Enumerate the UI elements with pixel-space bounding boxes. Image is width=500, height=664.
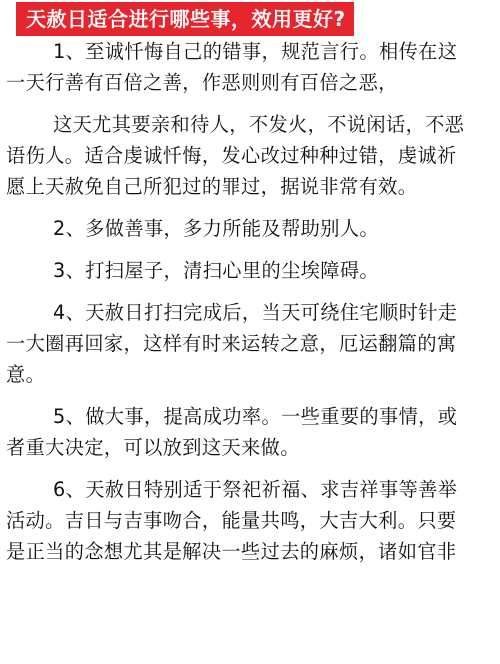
text-line: 活动。吉日与吉事吻合，能量共鸣，大吉大利。只要 — [6, 509, 457, 532]
paragraph-3 — [6, 213, 494, 244]
text-line: 意。 — [6, 363, 46, 386]
text-line: 者重大决定，可以放到这天来做。 — [6, 436, 300, 459]
text-line: 一大圈再回家，这样有时来运转之意，厄运翻篇的寓 — [6, 332, 457, 355]
text-line: 愿上天赦免自己所犯过的罪过，据说非常有效。 — [6, 175, 418, 198]
text-line: 3、打扫屋子，清扫心里的尘埃障碍。 — [53, 259, 380, 282]
text-line: 5、做大事，提高成功率。一些重要的事情，或 — [53, 405, 458, 428]
text-line: 语伤人。适合虔诚忏悔，发心改过种种过错，虔诚祈 — [6, 144, 457, 167]
text-line: 1、至诚忏悔自己的错事，规范言行。相传在这 — [53, 40, 458, 63]
text-line: 6、天赦日特别适于祭祀祈福、求吉祥事等善举 — [53, 478, 458, 501]
paragraph-4 — [6, 255, 494, 286]
text-line: 4、天赦日打扫完成后，当天可绕住宅顺时针走 — [53, 301, 458, 324]
paragraph-2 — [6, 109, 494, 202]
paragraph-5 — [6, 297, 494, 390]
text-line: 是正当的念想尤其是解决一些过去的麻烦，诸如官非 — [6, 540, 457, 563]
paragraph-1 — [6, 36, 494, 98]
text-line: 2、多做善事，多力所能及帮助别人。 — [53, 217, 380, 240]
paragraph-7 — [6, 474, 494, 567]
paragraph-6 — [6, 401, 494, 463]
article-title: 天赦日适合进行哪些事，效用更好? — [16, 2, 354, 36]
text-line: 这天尤其要亲和待人，不发火，不说闲话，不恶 — [53, 113, 465, 136]
text-line: 一天行善有百倍之善，作恶则则有百倍之恶， — [6, 71, 398, 94]
article-body — [6, 36, 494, 578]
